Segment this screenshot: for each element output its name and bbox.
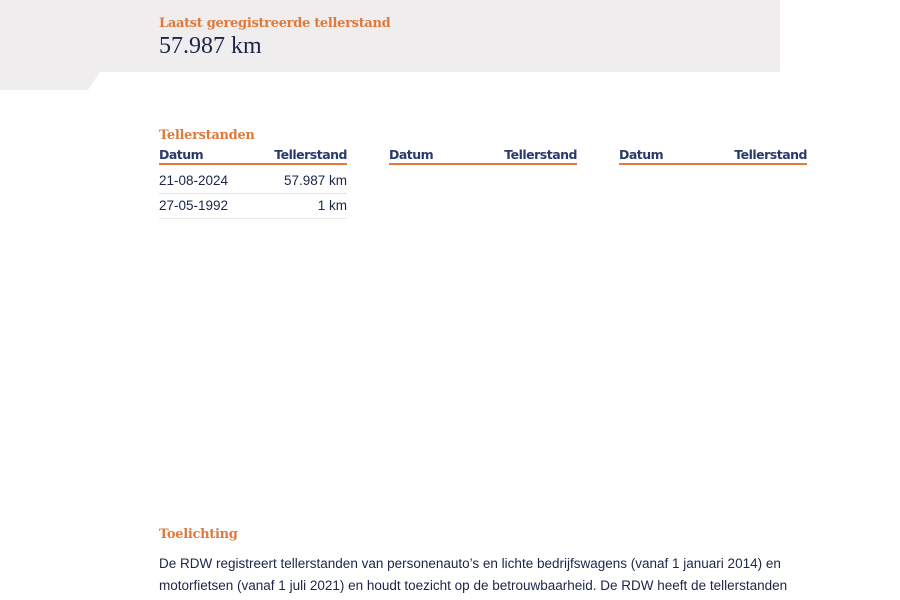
toelichting-text: De RDW registreert tellerstanden van personenauto’s en lichte bedrijfswagens (vanaf 1 januari 2014) en motorfietsen (vanaf 1 juli 2021) en houdt toezicht op de betrouwbaarheid. De RDW heeft de tellerstanden xyxy=(159,556,788,593)
readings-column-1 xyxy=(159,147,347,219)
reading-header: Tellerstand xyxy=(274,147,347,162)
column-header xyxy=(159,147,347,165)
readings-column-2 xyxy=(389,147,577,165)
header-band-tail xyxy=(0,72,100,90)
table-row xyxy=(159,169,347,194)
reading-header: Tellerstand xyxy=(734,147,807,162)
reading-header: Tellerstand xyxy=(504,147,577,162)
column-header xyxy=(619,147,807,165)
column-header xyxy=(389,147,577,165)
date-header: Datum xyxy=(389,147,434,162)
reading-date: 21-08-2024 xyxy=(159,173,229,188)
reading-date: 27-05-1992 xyxy=(159,198,229,213)
date-header: Datum xyxy=(159,147,204,162)
reading-value: 1 km xyxy=(317,198,347,213)
header-band xyxy=(0,0,780,72)
toelichting-title: Toelichting xyxy=(159,527,238,542)
table-row xyxy=(159,194,347,219)
readings-column-3 xyxy=(619,147,807,165)
reading-value: 57.987 km xyxy=(283,173,347,188)
last-reading-value: 57.987 km xyxy=(159,33,262,59)
tellerstanden-title: Tellerstanden xyxy=(159,128,255,143)
date-header: Datum xyxy=(619,147,664,162)
last-reading-label: Laatst geregistreerde tellerstand xyxy=(159,16,391,31)
